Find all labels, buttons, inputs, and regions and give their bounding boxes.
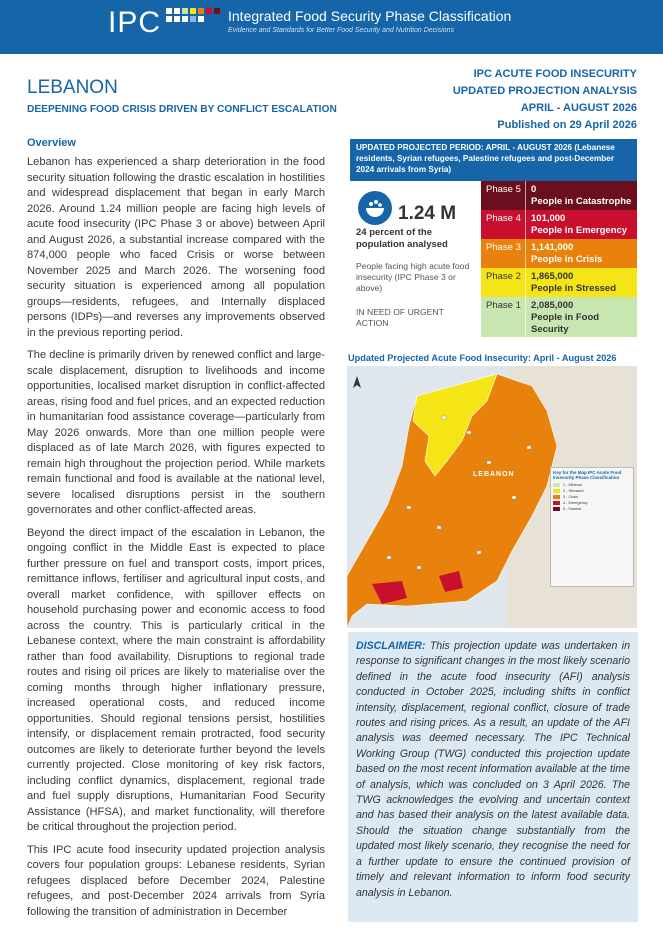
legend-title: Key for the Map IPC Acute Food Insecurity Phase Classification [553,470,622,480]
disclaimer-text: This projection update was undertaken in response to significant changes in the most likely scenario defined in the acute food insecurity (AFI) analysis conducted in October 2025, including shifts in conflict intensity, displacement, regional conflict, closure of trade routes and rising prices. As a result, an update of the AFI analysis was deemed necessary. The IPC Technical Working Group (TWG) conducted this projection update based on the most recent information available at the time of analysis, which was concluded on 3 April 2026. The TWG acknowledges the evolving and uncertain context and has based their analysis on the latest available data. Should the situation change substantially from the updated most likely scenario, they recognise the need for a further update to ensure the continued provision of timely and relevant information to inform food security analysis in Lebanon. [356,640,630,899]
phase-row [481,239,637,268]
total-people: 1.24 M [398,203,457,224]
overview-paragraph-3: Beyond the direct impact of the escalation in Lebanon, the ongoing conflict in the Middle East is expected to place further pressure on fuel and transport costs, import prices, remittance inflows, fertiliser and agricultural input costs, and overall market confidence, with spillover effects on household purchasing power and economic access to food across the country. This is particularly critical in the Lebanese context, where the main constraint is affordability rather than food availability. Disruptions to regional trade routes and rising oil prices are likely to materialise over the coming months through higher inflationary pressure, increased operational costs, and reduced income opportunities. Should regional tensions persist, hostilities intensify, or displacement remain protracted, food security outcomes are likely to deteriorate further beyond the levels currently projected. Close monitoring of key risk factors, including conflict dynamics, displacement, regional trade and fuel supply disruptions, Humanitarian Food Security Assistance (HFSA), and market functionality, will therefore be critical throughout the projection period. [27,526,325,833]
legend-label: 3 - Crisis [563,495,578,499]
phase-row [481,268,637,297]
legend-swatch [553,489,560,493]
doc-subtitle: DEEPENING FOOD CRISIS DRIVEN BY CONFLICT ESCALATION [27,104,337,115]
header-subtitle: Evidence and Standards for Better Food Security and Nutrition Decisions [228,27,455,34]
phase-value [526,239,637,268]
analysis-update: UPDATED PROJECTION ANALYSIS [452,85,637,97]
map-legend [550,467,634,587]
logo-grid-icon [166,8,222,28]
phase-count: 0 [531,184,537,195]
phase-count: 2,085,000 [531,300,574,311]
disclaimer-box [348,632,638,922]
phase-row [481,181,637,210]
legend-label: 4 - Emergency [563,501,588,505]
publish-date: Published on 29 April 2026 [497,119,637,131]
analysis-type: IPC ACUTE FOOD INSECURITY [473,68,637,80]
phase-label: Phase 2 [481,268,526,297]
population-percent: 24 percent of the population analysed [356,227,448,250]
map-title: Updated Projected Acute Food Insecurity: April - August 2026 [348,353,617,363]
overview-title: Overview [27,137,76,149]
facing-note: People facing high acute food insecurity (IPC Phase 3 or above) [356,261,470,293]
food-bowl-icon [358,191,392,225]
phase-value [526,181,637,210]
top-banner [0,0,663,54]
legend-swatch [553,495,560,499]
map-country-label: LEBANON [473,471,515,478]
country-title: LEBANON [27,77,118,98]
overview-section [27,137,325,927]
disclaimer-label: DISCLAIMER: [356,640,426,652]
legend-swatch [553,483,560,487]
phase-value [526,297,637,337]
phase-label: Phase 1 [481,297,526,337]
legend-swatch [553,507,560,511]
phase-count: 101,000 [531,213,566,224]
phase-count: 1,865,000 [531,271,574,282]
header-title: Integrated Food Security Phase Classification [228,8,512,24]
urgent-note: IN NEED OF URGENT ACTION [356,307,444,328]
phase-row [481,297,637,337]
phase-table [481,181,637,337]
phase-value [526,210,637,239]
phase-count: 1,141,000 [531,242,574,253]
phase-label: Phase 4 [481,210,526,239]
projection-header: UPDATED PROJECTED PERIOD: APRIL - AUGUST 2026 (Lebanese residents, Syrian refugees, Palestine refugees and post-December 2024 arrivals from Syria) [350,139,637,181]
phase-desc: People in Emergency [531,225,628,236]
phase-desc: People in Food Security [531,312,600,335]
overview-paragraph-4: This IPC acute food insecurity updated projection analysis covers four population groups: Lebanese residents, Syrian refugees displaced before December 2024, Palestine refugees, and post-December 2024 arrivals from Syria following the transition of administration in December [27,843,325,918]
overview-paragraph-1: Lebanon has experienced a sharp deterioration in the food security situation following the drastic escalation in hostilities and widespread displacement that began in early March 2026. Around 1.24 million people are facing high levels of acute food insecurity (IPC Phase 3 or above) between April and August 2026, a substantial increase compared with the 874,000 people who faced Crisis or worse between November 2025 and March 2026. The worsening food security situation is experienced among all population groups—residents, refugees, and Internally displaced persons (IDPs)—and reverses any improvements observed in the previous reporting period. [27,156,325,339]
phase-desc: People in Catastrophe [531,196,632,207]
phase-label: Phase 5 [481,181,526,210]
ipc-logo: IPC [108,6,162,39]
phase-row [481,210,637,239]
summary-box [350,181,480,339]
analysis-period: APRIL - AUGUST 2026 [520,102,637,114]
legend-label: 5 - Famine [563,507,582,511]
legend-item [551,506,633,512]
legend-swatch [553,501,560,505]
analysis-heading [453,66,637,134]
phase-desc: People in Stressed [531,283,617,294]
phase-value [526,268,637,297]
overview-paragraph-2: The decline is primarily driven by renewed conflict and large-scale displacement, disruption to livelihoods and income opportunities, localised market disruption in conflict-affected areas, rising food and fuel prices, and an expected reduction in humanitarian food assistance coverage—particularly from May 2026 onwards. More than one million people were displaced as of late March 2026, with figures expected to remain high throughout the projection period. While markets remain functional and food is available at the national level, severe localised disruptions persist in the southern governorates and other conflict-affected areas. [27,349,325,516]
legend-label: 1 - Minimal [563,483,582,487]
phase-label: Phase 3 [481,239,526,268]
phase-desc: People in Crisis [531,254,603,265]
legend-label: 2 - Stressed [563,489,584,493]
